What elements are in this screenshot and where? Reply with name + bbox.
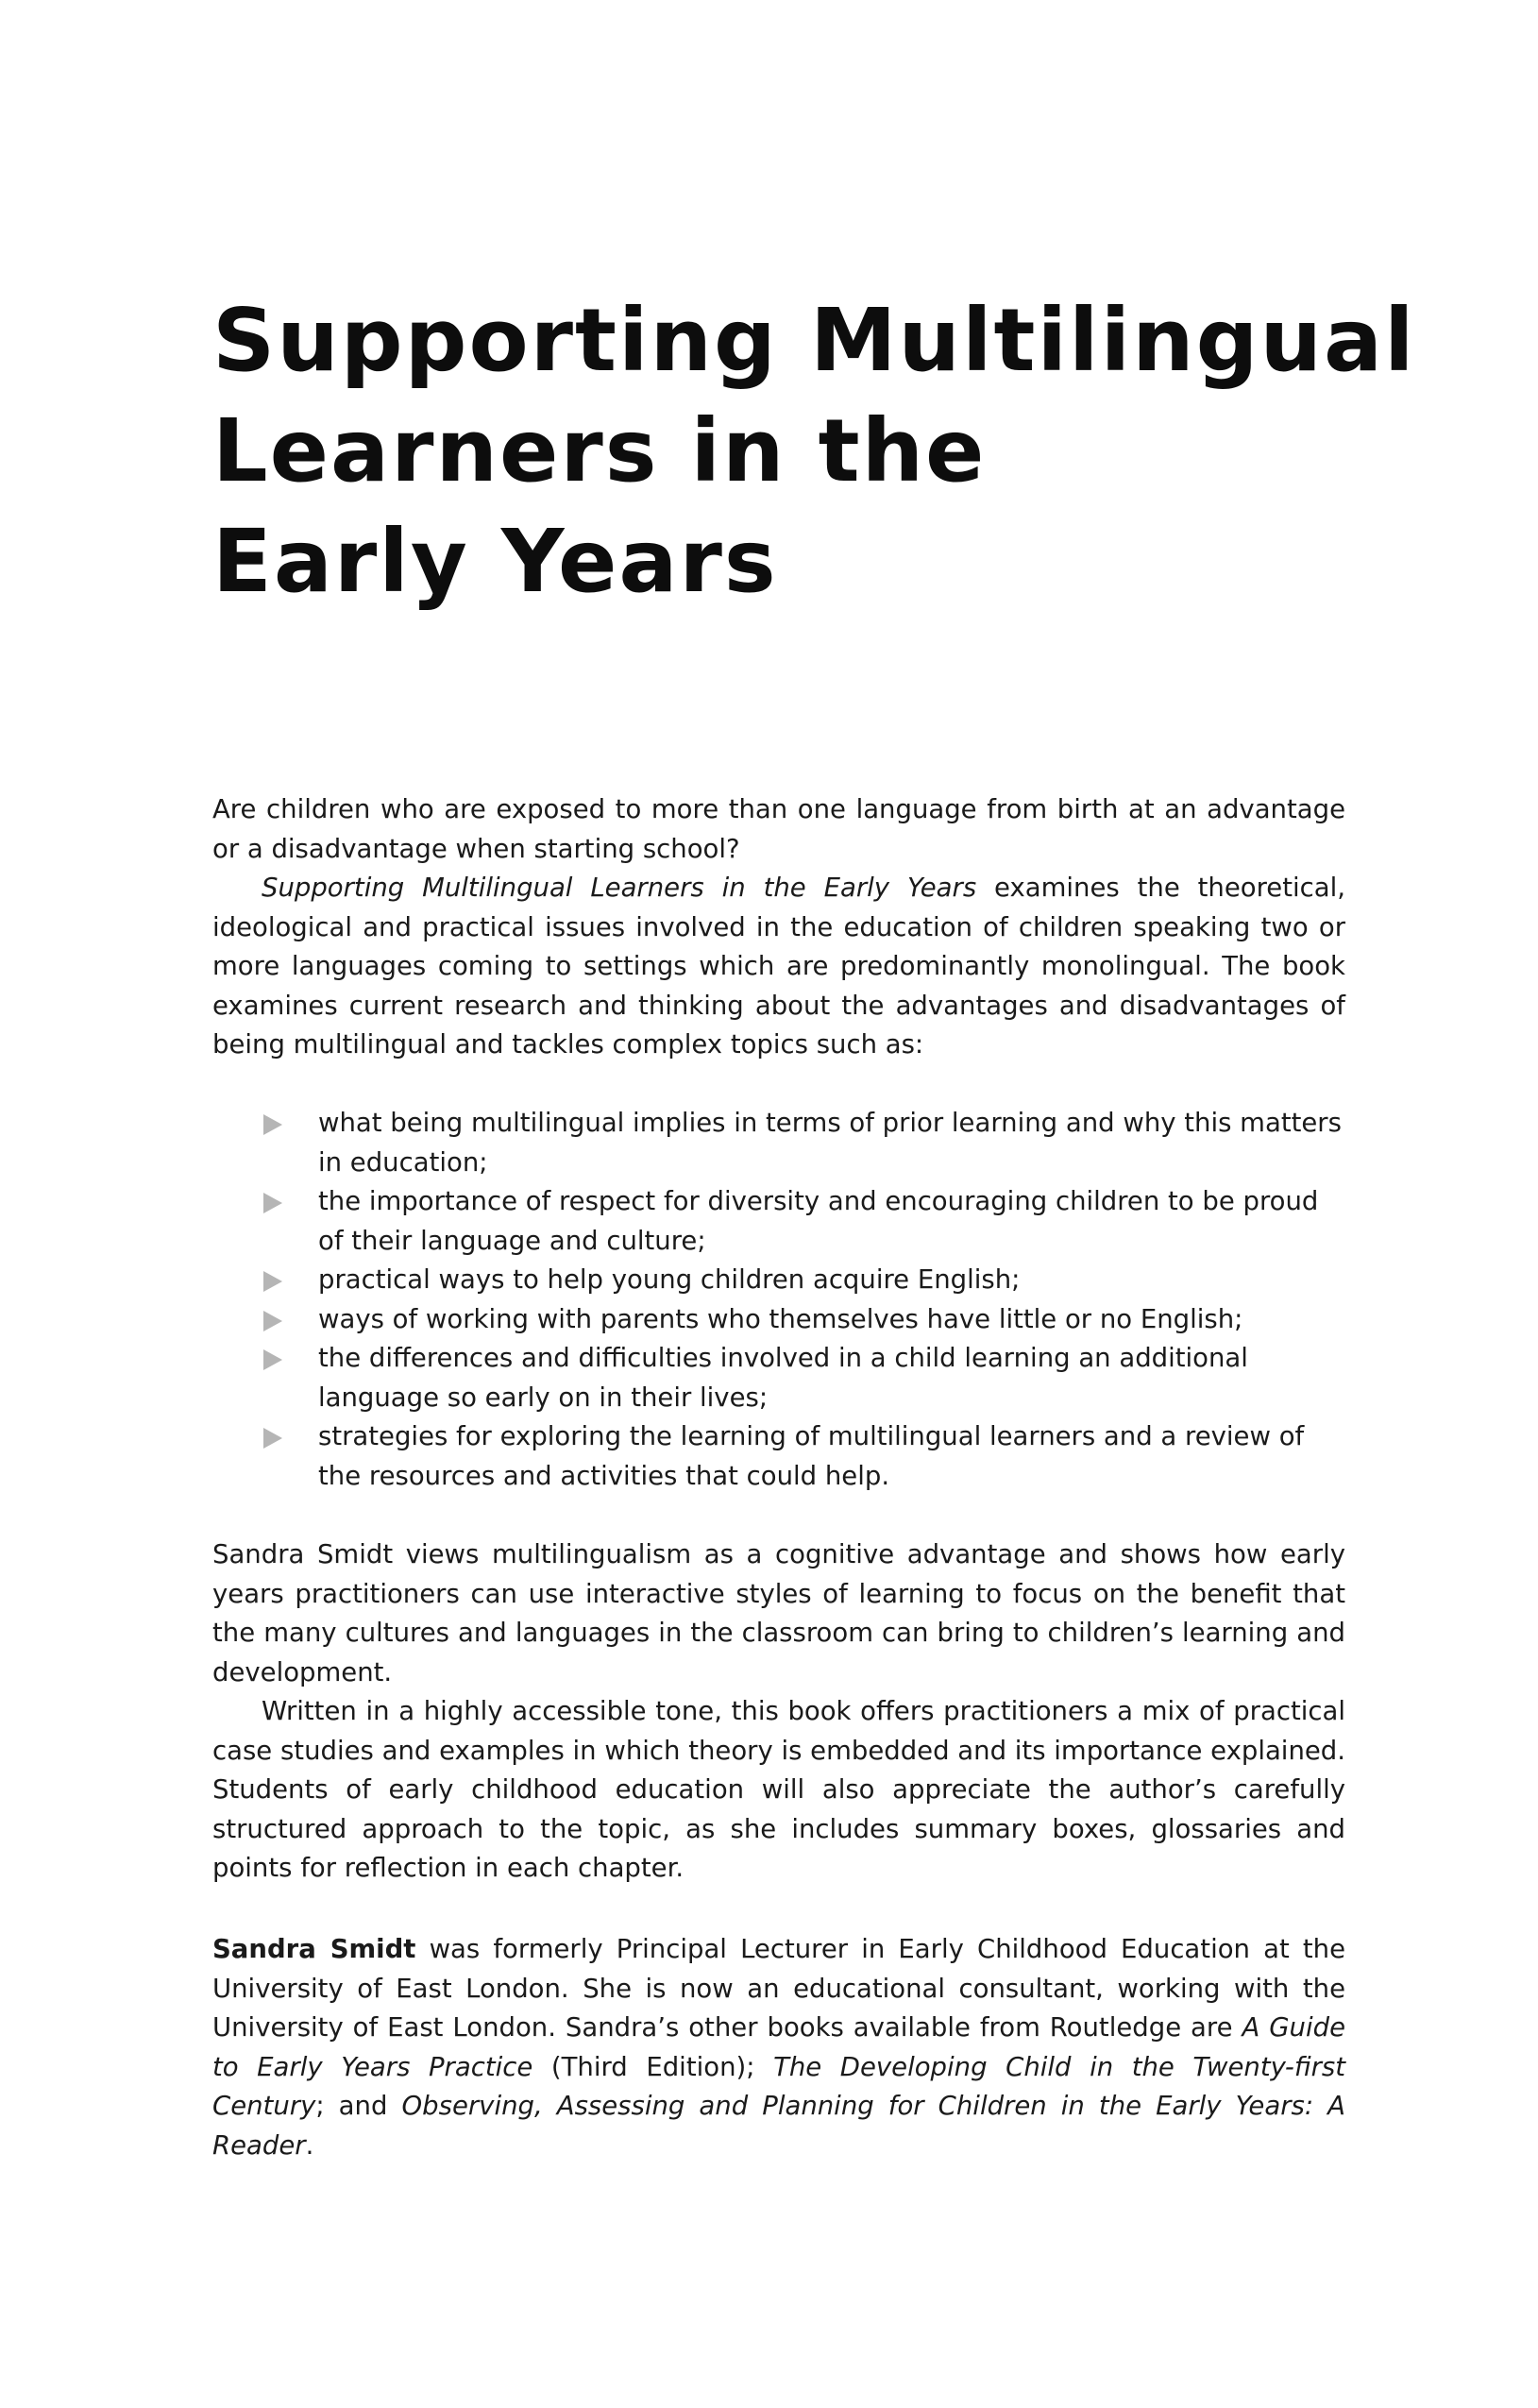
author-book-3: Observing, Assessing and Planning for Children in the Early Years: A Reader (212, 2091, 1345, 2161)
author-bio-text-2: (Third Edition); (532, 2051, 774, 2082)
book-title-line-3: Early Years (212, 511, 778, 612)
author-bio-paragraph (212, 1930, 1345, 2165)
triangle-bullet-icon (263, 1311, 282, 1331)
list-item (212, 1104, 1345, 1182)
list-item-text: the differences and difficulties involved in a child learning an additional language so early on in their lives; (318, 1343, 1248, 1413)
list-item-text: the importance of respect for diversity and encouraging children to be proud of their language and culture; (318, 1186, 1319, 1256)
triangle-bullet-icon (263, 1114, 282, 1135)
intro-question-paragraph: Are children who are exposed to more than one language from birth at an advantage or a disadvantage when starting school? (212, 794, 1345, 864)
list-item (212, 1261, 1345, 1300)
topics-list (212, 1104, 1345, 1496)
summary-section (212, 1535, 1345, 1889)
triangle-bullet-icon (263, 1428, 282, 1449)
list-item (212, 1182, 1345, 1261)
triangle-bullet-icon (263, 1271, 282, 1292)
triangle-bullet-icon (263, 1349, 282, 1370)
list-item (212, 1300, 1345, 1340)
intro-description-text: examines the theoretical, ideological and practical issues involved in the education of children speaking two or more languages coming to settings which are predominantly monolingual. The book examines current research and thinking about the advantages and disadvantages of being multilingual and tackles complex topics such as: (212, 873, 1346, 1060)
list-item-text: strategies for exploring the learning of multilingual learners and a review of the resources and activities that could help. (318, 1421, 1305, 1491)
list-item-text: ways of working with parents who themselves have little or no English; (318, 1303, 1243, 1334)
summary-paragraph-2: Written in a highly accessible tone, this book offers practitioners a mix of practical case studies and examples in which theory is embedded and its importance explained. Students of early childhood education will also appreciate the author’s carefully structured approach to the topic, as she includes summary boxes, glossaries and points for reflection in each chapter. (212, 1696, 1345, 1883)
author-bio-text-3: ; and (315, 2091, 402, 2121)
author-bio-section (212, 1930, 1345, 2165)
intro-description-paragraph (212, 869, 1345, 1065)
author-book-2: The Developing Child in the Twenty-first Century (212, 2051, 1346, 2121)
book-title (212, 285, 1416, 617)
list-item-text: practical ways to help young children acquire English; (318, 1264, 1021, 1295)
book-title-line-2: Learners in the (212, 400, 987, 501)
intro-book-title-italic: Supporting Multilingual Learners in the Early Years (262, 873, 977, 903)
list-item (212, 1339, 1345, 1417)
author-book-1: A Guide to Early Years Practice (212, 2012, 1345, 2082)
book-title-line-1: Supporting Multilingual (212, 290, 1416, 391)
list-item (212, 1417, 1345, 1496)
triangle-bullet-icon (263, 1193, 282, 1213)
author-bio-text-4: . (305, 2129, 314, 2161)
author-bio-text-1: was formerly Principal Lecturer in Early Childhood Education at the University of East London. She is now an educational consultant, working with the University of East London. Sandra’s other books available from Routledge are (212, 1934, 1345, 2043)
author-name: Sandra Smidt (212, 1934, 416, 1964)
list-item-text: what being multilingual implies in terms of prior learning and why this matters in education; (318, 1108, 1342, 1178)
summary-paragraph-1: Sandra Smidt views multilingualism as a cognitive advantage and shows how early years practitioners can use interactive styles of learning to focus on the benefit that the many cultures and languages in the classroom can bring to children’s learning and development. (212, 1539, 1345, 1687)
intro-section (212, 790, 1345, 1065)
